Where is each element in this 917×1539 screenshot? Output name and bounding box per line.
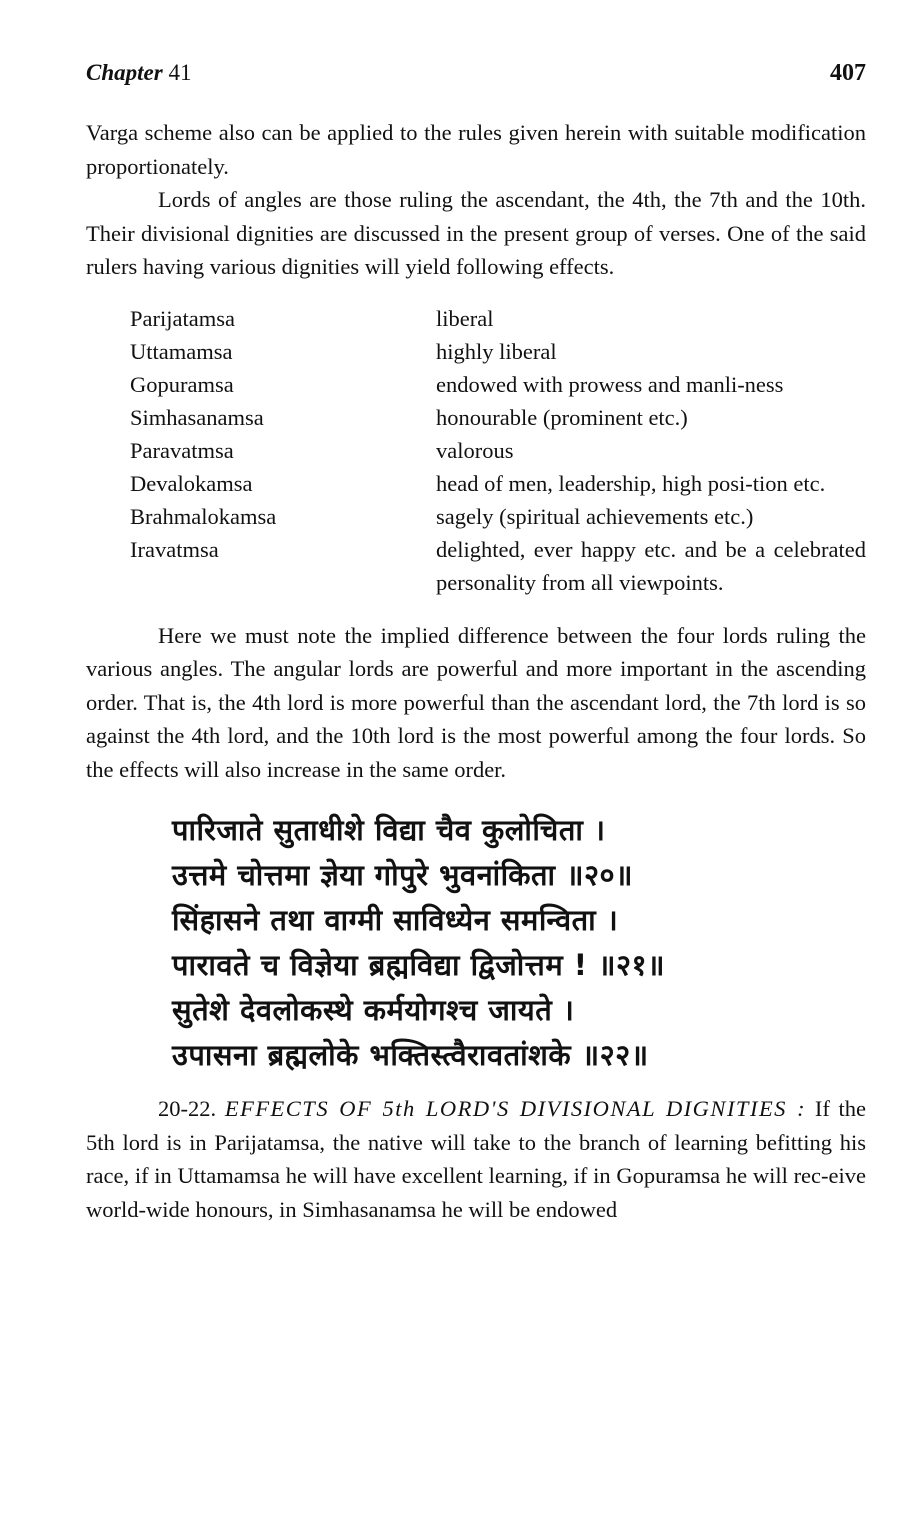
verse-range: 20-22. <box>158 1096 217 1121</box>
table-row <box>130 500 866 533</box>
commentary-text: If the 5th lord is in Parijatamsa, the native will take to the branch of learning befitting his race, if in Uttamamsa he will have excellent learning, if in Gopuramsa he will rec-eive world-wide honours, in Simhasanamsa he will be endowed <box>86 1096 866 1222</box>
dignity-name: Uttamamsa <box>130 338 233 364</box>
dignity-name: Paravatmsa <box>130 437 234 463</box>
dignity-name: Simhasanamsa <box>130 404 264 430</box>
dignity-name: Brahmalokamsa <box>130 503 277 529</box>
table-row <box>130 368 866 401</box>
table-row <box>130 533 866 599</box>
page-number: 407 <box>830 60 866 86</box>
verse-line: पारिजाते सुताधीशे विद्या चैव कुलोचिता । <box>172 813 606 847</box>
dignity-name: Iravatmsa <box>130 536 219 562</box>
table-row <box>130 434 866 467</box>
chapter-number: 41 <box>168 60 192 85</box>
commentary-heading: EFFECTS OF 5th LORD'S DIVISIONAL DIGNITIES : <box>224 1096 807 1121</box>
verse-line: पारावते च विज्ञेया ब्रह्मविद्या द्विजोत्तम ! ॥२१॥ <box>172 948 665 982</box>
commentary-paragraph <box>86 1092 866 1226</box>
dignity-effect: honourable (prominent etc.) <box>436 404 688 430</box>
table-row <box>130 401 866 434</box>
dignity-name: Gopuramsa <box>130 371 234 397</box>
chapter-label <box>86 60 191 86</box>
dignity-effect: liberal <box>436 305 494 331</box>
table-row <box>130 302 866 335</box>
angular-lords-note: Here we must note the implied difference between the four lords ruling the various angles. The angular lords are powerful and more important in the ascending order. That is, the 4th lord is more powerful than the ascendant lord, the 7th lord is so against the 4th lord, and the 10th lord is the most powerful among the four lords. So the effects will also increase in the same order. <box>86 622 866 782</box>
dignity-effect: sagely (spiritual achievements etc.) <box>436 503 754 529</box>
verse-line: उपासना ब्रह्मलोके भक्तिस्त्वैरावतांशके ॥२२॥ <box>172 1038 649 1072</box>
dignity-name: Devalokamsa <box>130 470 253 496</box>
dignity-effect: endowed with prowess and manli-ness <box>436 371 784 397</box>
dignity-name: Parijatamsa <box>130 305 235 331</box>
dignity-effects-table <box>130 302 866 599</box>
angles-paragraph: Lords of angles are those ruling the ascendant, the 4th, the 7th and the 10th. Their divisional dignities are discussed in the present group of verses. One of the said rulers having various dignities will yield following effects. <box>86 187 866 279</box>
sanskrit-verses <box>172 808 866 1078</box>
verse-line: सिंहासने तथा वाग्मी साविध्येन समन्विता । <box>172 903 619 937</box>
chapter-word: Chapter <box>86 60 163 85</box>
dignity-effect: head of men, leadership, high posi-tion etc. <box>436 470 826 496</box>
book-page <box>86 58 866 1226</box>
verse-line: उत्तमे चोत्तमा ज्ञेया गोपुरे भुवनांकिता ॥२०॥ <box>172 858 634 892</box>
intro-paragraph: Varga scheme also can be applied to the rules given herein with suitable modification proportionately. <box>86 120 866 179</box>
verse-line: सुतेशे देवलोकस्थे कर्मयोगश्च जायते । <box>172 993 575 1027</box>
dignity-effect: delighted, ever happy etc. and be a celebrated personality from all viewpoints. <box>436 536 866 595</box>
running-head <box>86 58 866 92</box>
table-row <box>130 335 866 368</box>
dignity-effect: valorous <box>436 437 514 463</box>
table-row <box>130 467 866 500</box>
dignity-effect: highly liberal <box>436 338 557 364</box>
